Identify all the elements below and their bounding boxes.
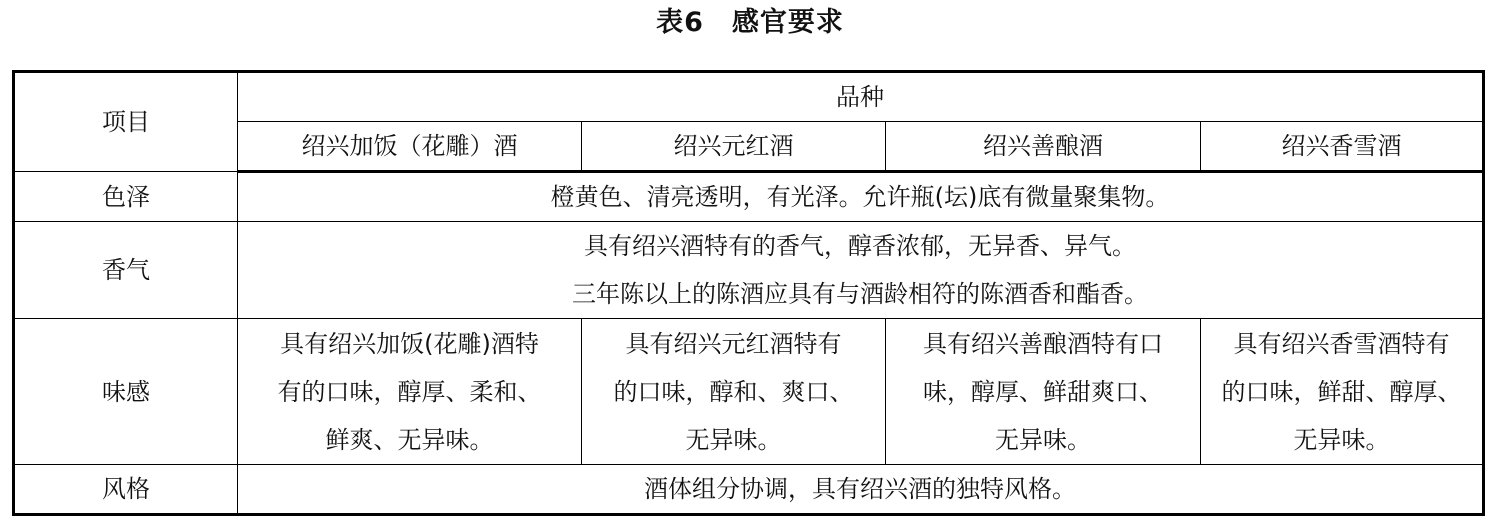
color-requirement: 橙黄色、清亮透明，有光泽。允许瓶(坛)底有微量聚集物。 (238, 172, 1484, 222)
header-variety: 品种 (238, 72, 1484, 122)
header-item: 项目 (14, 72, 238, 172)
table-number: 表6 (656, 7, 704, 38)
variety-jiafan: 绍兴加饭（花雕）酒 (238, 122, 582, 172)
taste-line: 味，醇厚、鲜甜爽口、 (923, 377, 1163, 406)
taste-line: 具有绍兴香雪酒特有 (1233, 329, 1450, 358)
row-color (14, 172, 1484, 222)
taste-line: 的口味，鲜甜、醇厚、 (1221, 377, 1462, 406)
taste-xiangxue (1201, 319, 1484, 465)
taste-line: 鲜爽、无异味。 (325, 425, 494, 454)
variety-yuanhong: 绍兴元红酒 (582, 122, 886, 172)
table-title (0, 0, 1500, 46)
variety-xiangxue: 绍兴香雪酒 (1201, 122, 1484, 172)
taste-line: 无异味。 (685, 425, 782, 454)
taste-line: 无异味。 (1293, 425, 1390, 454)
row-style (14, 465, 1484, 515)
aroma-line: 三年陈以上的陈酒应具有与酒龄相符的陈酒香和酯香。 (572, 280, 1148, 308)
taste-line: 具有绍兴元红酒特有 (625, 329, 842, 358)
item-style: 风格 (14, 465, 238, 515)
item-taste: 味感 (14, 319, 238, 465)
row-aroma (14, 222, 1484, 319)
item-color: 色泽 (14, 172, 238, 222)
table-caption: 感官要求 (731, 7, 844, 38)
row-taste (14, 319, 1484, 465)
taste-line: 具有绍兴善酿酒特有口 (923, 329, 1163, 358)
taste-line: 具有绍兴加饭(花雕)酒特 (280, 329, 539, 358)
taste-shanniang (886, 319, 1201, 465)
sensory-requirements-table (12, 70, 1485, 516)
style-requirement: 酒体组分协调，具有绍兴酒的独特风格。 (238, 465, 1484, 515)
taste-line: 的口味，醇和、爽口、 (613, 377, 854, 406)
taste-line: 有的口味，醇厚、柔和、 (277, 377, 542, 406)
taste-jiafan (238, 319, 582, 465)
header-row-1 (14, 72, 1484, 122)
item-aroma: 香气 (14, 222, 238, 319)
aroma-line: 具有绍兴酒特有的香气，醇香浓郁，无异香、异气。 (584, 232, 1136, 260)
taste-line: 无异味。 (995, 425, 1091, 454)
taste-yuanhong (582, 319, 886, 465)
variety-shanniang: 绍兴善酿酒 (886, 122, 1201, 172)
aroma-requirement (238, 222, 1484, 319)
